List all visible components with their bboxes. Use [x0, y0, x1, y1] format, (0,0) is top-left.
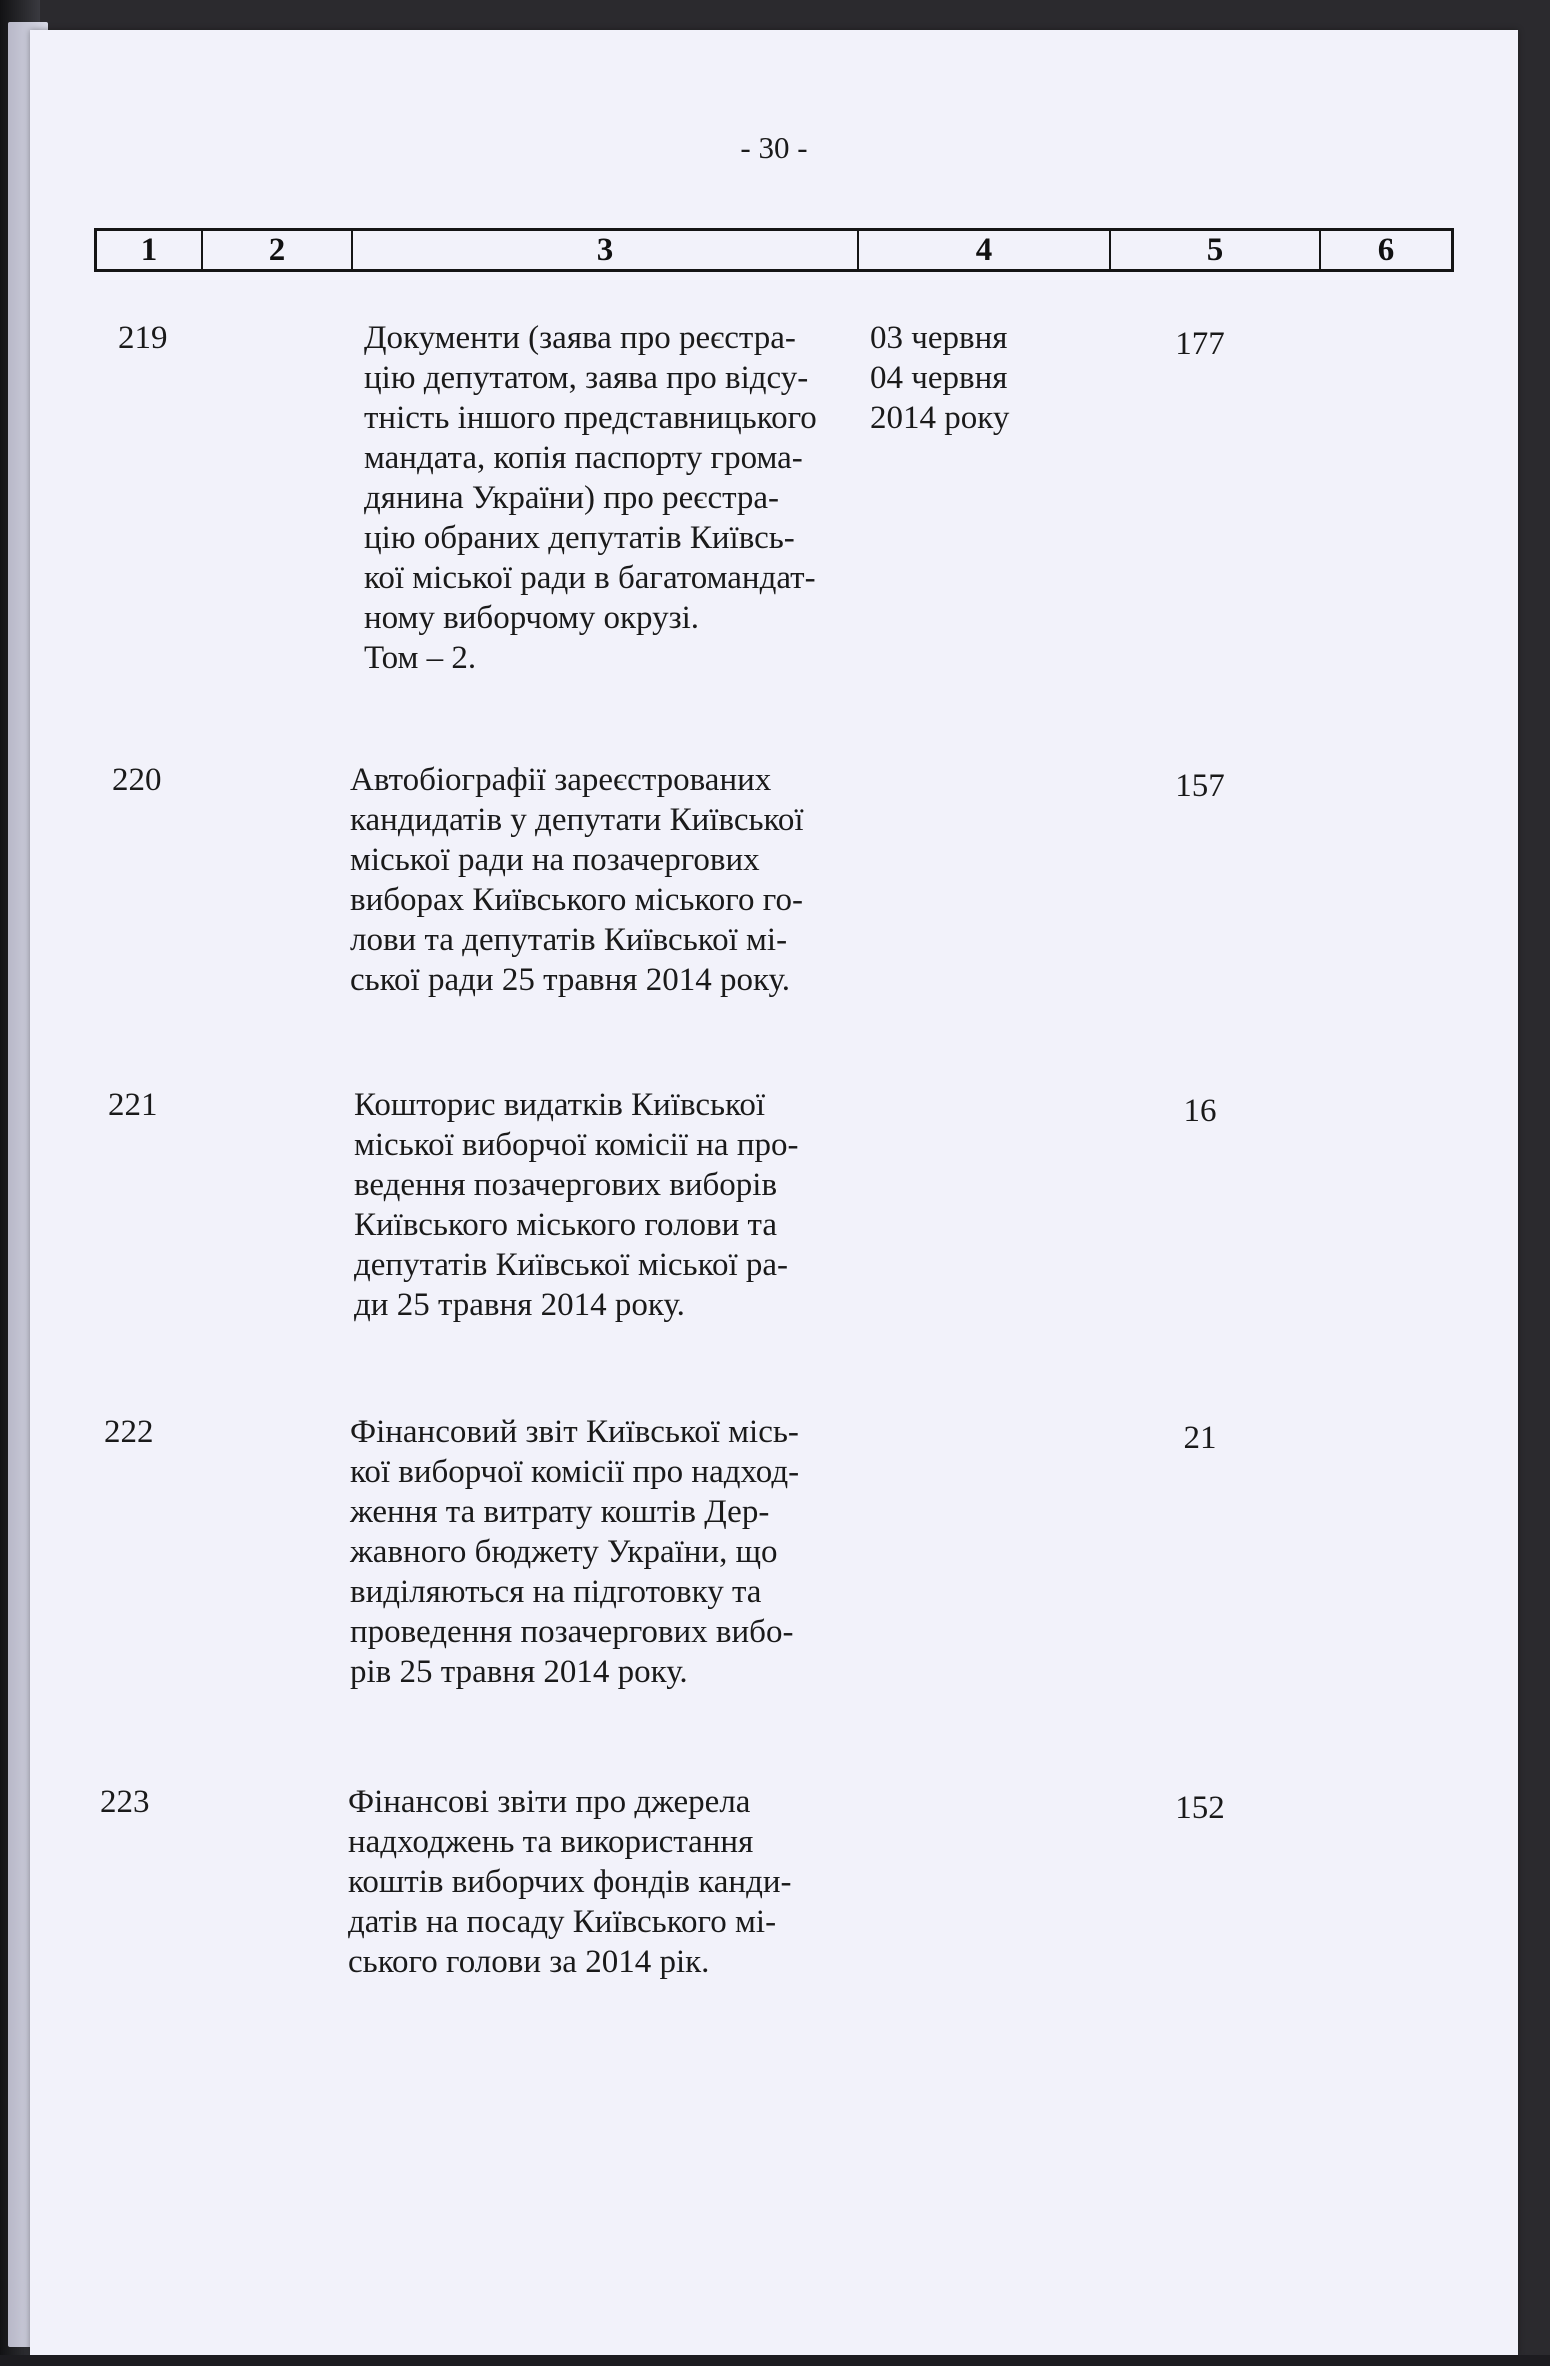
row-sheet-count: 157 — [1175, 768, 1225, 804]
row-sheet-count: 16 — [1183, 1093, 1217, 1129]
row-description — [350, 760, 870, 1000]
row-sheet-count: 177 — [1175, 326, 1225, 362]
description-line: коштів виборчих фондів канди- — [348, 1864, 792, 1900]
description-line: виборах Київського міського го- — [350, 882, 803, 918]
description-line: цію депутатом, заява про відсу- — [364, 360, 809, 396]
column-header-1: 1 — [97, 231, 203, 269]
description-line: тність іншого представницького — [364, 400, 817, 436]
row-description — [350, 1412, 870, 1692]
row-sheet-count: 21 — [1183, 1420, 1217, 1456]
column-header-6: 6 — [1377, 231, 1395, 268]
column-header-table — [94, 228, 1454, 272]
row-sheet-count: 152 — [1175, 1790, 1225, 1826]
description-line: мандата, копія паспорту грома- — [364, 440, 803, 476]
column-header-2: 2 — [203, 231, 353, 269]
column-header-4: 4 — [859, 231, 1111, 269]
description-line: надходжень та використання — [348, 1824, 754, 1860]
date-line: 04 червня — [870, 360, 1008, 396]
description-line: ської ради 25 травня 2014 року. — [350, 962, 790, 998]
row-number: 220 — [112, 762, 162, 798]
scan-backdrop-bottom — [0, 2355, 1550, 2366]
description-line: кої міської ради в багатомандат- — [364, 560, 816, 596]
description-line: кої виборчої комісії про надход- — [350, 1454, 800, 1490]
description-line: Фінансові звіти про джерела — [348, 1784, 751, 1820]
description-line: ведення позачергових виборів — [354, 1167, 778, 1203]
row-date — [870, 318, 1070, 438]
description-line: цію обраних депутатів Київсь- — [364, 520, 795, 556]
column-header-3: 3 — [353, 231, 859, 269]
description-line: ження та витрату коштів Дер- — [350, 1494, 770, 1530]
row-number: 222 — [104, 1414, 154, 1450]
description-line: Київського міського голови та — [354, 1207, 778, 1243]
row-number: 223 — [100, 1784, 150, 1820]
description-line: лови та депутатів Київської мі- — [350, 922, 788, 958]
row-description — [364, 318, 884, 678]
row-number: 221 — [108, 1087, 158, 1123]
description-line: ному виборчому окрузі. — [364, 600, 700, 636]
description-line: Кошторис видатків Київської — [354, 1087, 766, 1123]
date-line: 03 червня — [870, 320, 1008, 356]
row-number: 219 — [118, 320, 168, 356]
description-line: виділяються на підготовку та — [350, 1574, 762, 1610]
description-line: жавного бюджету України, що — [350, 1534, 778, 1570]
date-line: 2014 року — [870, 400, 1010, 436]
description-line: депутатів Київської міської ра- — [354, 1247, 788, 1283]
description-line: рів 25 травня 2014 року. — [350, 1654, 688, 1690]
description-line: міської ради на позачергових — [350, 842, 760, 878]
description-line: Документи (заява про реєстра- — [364, 320, 796, 356]
description-line: ського голови за 2014 рік. — [348, 1944, 710, 1980]
page-number: - 30 - — [740, 130, 808, 165]
description-line: кандидатів у депутати Київської — [350, 802, 804, 838]
document-page — [30, 30, 1518, 2355]
description-line: ди 25 травня 2014 року. — [354, 1287, 685, 1323]
column-header-5: 5 — [1111, 231, 1321, 269]
description-line: міської виборчої комісії на про- — [354, 1127, 799, 1163]
description-line: Том – 2. — [364, 640, 477, 676]
description-line: Автобіографії зареєстрованих — [350, 762, 772, 798]
description-line: Фінансовий звіт Київської місь- — [350, 1414, 799, 1450]
row-description — [354, 1085, 874, 1325]
description-line: датів на посаду Київського мі- — [348, 1904, 777, 1940]
description-line: дянина України) про реєстра- — [364, 480, 780, 516]
row-description — [348, 1782, 868, 1982]
description-line: проведення позачергових вибо- — [350, 1614, 794, 1650]
